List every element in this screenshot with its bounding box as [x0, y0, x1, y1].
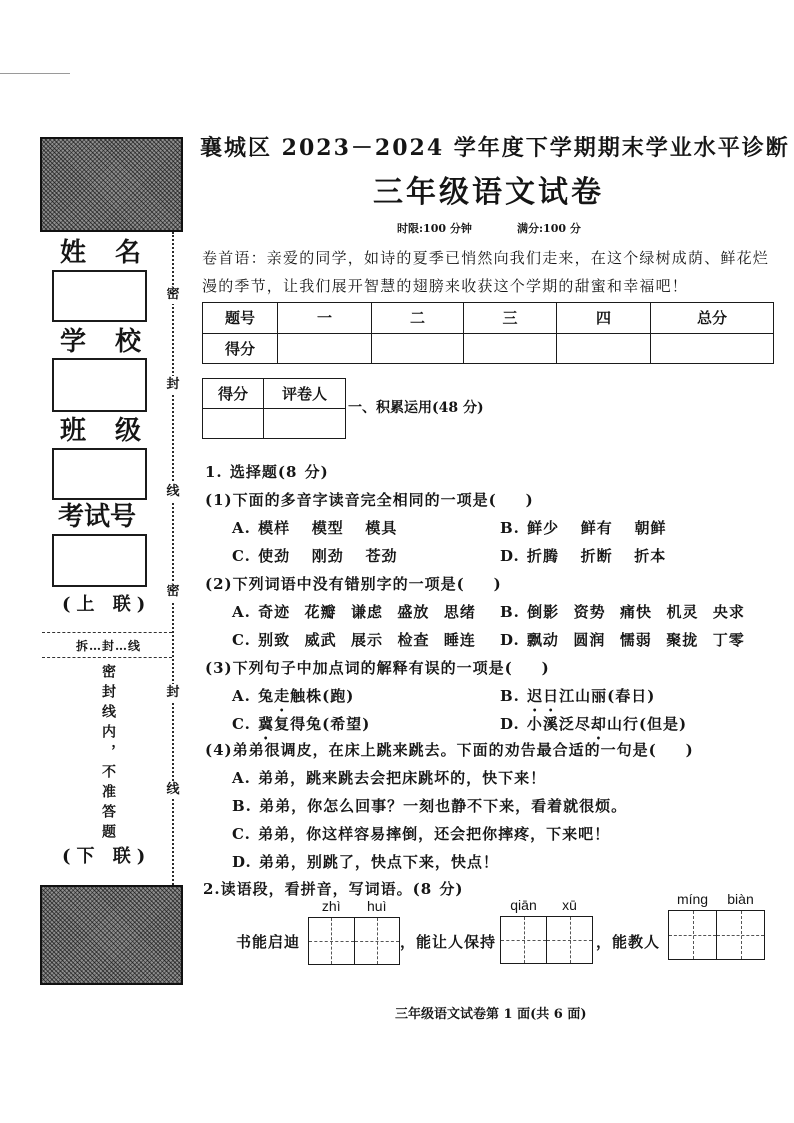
- exam-title: 襄城区 2023－2024 学年度下学期期末学业水平诊断: [200, 135, 790, 161]
- cut-divider-top: [42, 632, 172, 633]
- option-text: 触株(跑): [290, 687, 355, 705]
- exam-number-label: 考试号: [58, 502, 137, 532]
- grader-score-cell: [203, 409, 264, 439]
- option-b: [500, 687, 655, 715]
- option-b: B. 弟弟，你怎么回事？一刻也静不下来，看着就很烦。: [232, 797, 628, 815]
- grader-table: [202, 378, 346, 439]
- seal-notice: 密封线内，不准答题: [100, 664, 116, 844]
- score-cell: [372, 334, 464, 364]
- score-cell: [651, 334, 774, 364]
- full-score: 满分:100 分: [517, 222, 581, 235]
- answer-cell: [669, 891, 716, 959]
- answer-grid-1: [308, 898, 400, 965]
- score-table-header: 三: [464, 303, 557, 334]
- option-c: C. 别致 威武 展示 检查 睡连: [232, 631, 476, 649]
- cut-divider-bottom: [42, 657, 172, 658]
- exam-number-box: [52, 534, 147, 587]
- pinyin: xū: [562, 897, 577, 913]
- option-text: A. 兔: [232, 687, 275, 705]
- score-table: [202, 302, 774, 364]
- passage-text: ，能教人: [596, 933, 661, 951]
- question-stem: (2)下列词语中没有错别字的一项是( ): [205, 575, 502, 593]
- question-stem: (3)下列句子中加点词的解释有误的一项是( ): [205, 659, 550, 677]
- dotted-word: 冀: [258, 715, 275, 733]
- class-label: 班 级: [60, 416, 152, 446]
- scan-artifact-line: [0, 73, 70, 74]
- score-table-header: 一: [278, 303, 372, 334]
- grader-table-grader-header: 评卷人: [264, 379, 346, 409]
- section-heading: 一、积累运用(48 分): [348, 400, 484, 416]
- option-text: 山行(但是): [606, 715, 688, 733]
- bottom-hatched-block: [40, 885, 183, 985]
- top-hatched-block: [40, 137, 183, 232]
- seal-mark: 封: [166, 377, 180, 392]
- paper-title: 三年级语文试卷: [373, 175, 604, 210]
- answer-grid-2: [500, 897, 593, 964]
- seal-mark: 密: [166, 584, 180, 599]
- seal-mark: 封: [166, 685, 180, 700]
- option-d: D. 飘动 圆润 懦弱 聚拢 丁零: [500, 631, 745, 649]
- answer-cell: [354, 898, 400, 964]
- grader-name-cell: [264, 409, 346, 439]
- score-table-header: 总分: [651, 303, 774, 334]
- school-label: 学 校: [60, 327, 152, 357]
- grader-table-score-header: 得分: [203, 379, 264, 409]
- score-table-header: 四: [557, 303, 651, 334]
- lower-stub-label: (下 联): [62, 846, 152, 867]
- cut-line-label: 拆…封…线: [76, 639, 142, 653]
- option-a: A. 弟弟，跳来跳去会把床跳坏的，快下来！: [232, 769, 547, 787]
- answer-grid-3: [668, 891, 765, 960]
- pinyin: zhì: [321, 898, 341, 914]
- pinyin: míng: [676, 891, 709, 907]
- question-title: 2.读语段，看拼音，写词语。(8 分): [203, 880, 464, 898]
- class-box: [52, 448, 147, 500]
- seal-mark: 密: [166, 287, 180, 302]
- score-table-header: 题号: [203, 303, 278, 334]
- name-label: 姓 名: [60, 238, 152, 268]
- option-b: B. 鲜少 鲜有 朝鲜: [500, 519, 667, 537]
- question-title: 1. 选择题(8 分): [205, 463, 329, 481]
- upper-stub-label: (上 联): [62, 594, 152, 615]
- question-stem: (1)下面的多音字读音完全相同的一项是( ): [205, 491, 534, 509]
- dotted-word: 却: [590, 715, 607, 733]
- page-footer: 三年级语文试卷第 1 面(共 6 面): [395, 1007, 587, 1022]
- option-c: C. 使劲 刚劲 苍劲: [232, 547, 398, 565]
- option-d: [500, 715, 687, 743]
- score-cell: [464, 334, 557, 364]
- option-b: B. 倒影 资势 痛快 机灵 央求: [500, 603, 745, 621]
- school-box: [52, 358, 147, 412]
- pinyin: biàn: [727, 891, 754, 907]
- option-d: D. 弟弟，别跳了，快点下来，快点！: [232, 853, 499, 871]
- dotted-word: 迟日: [527, 687, 560, 705]
- passage-text: ，能让人保持: [400, 933, 497, 951]
- option-d: D. 折腾 折断 折本: [500, 547, 667, 565]
- passage-text: 书能启迪: [236, 933, 301, 951]
- score-cell: [557, 334, 651, 364]
- score-table-header: 二: [372, 303, 464, 334]
- score-table-header-row: [203, 303, 774, 334]
- time-limit: 时限:100 分钟: [397, 222, 472, 235]
- question-stem: (4)弟弟很调皮，在床上跳来跳去。下面的劝告最合适的一句是( ): [205, 741, 694, 759]
- pinyin: qiān: [510, 897, 537, 913]
- option-c: [232, 715, 370, 743]
- preface-line: 卷首语：亲爱的同学，如诗的夏季已悄然向我们走来，在这个绿树成荫、鲜花烂: [202, 249, 770, 267]
- option-a: A. 模样 模型 模具: [232, 519, 398, 537]
- option-text: D. 小溪泛尽: [500, 715, 591, 733]
- preface-line: 漫的季节，让我们展开智慧的翅膀来收获这个学期的甜蜜和幸福吧！: [202, 277, 689, 295]
- answer-cell: [716, 891, 764, 959]
- score-cell: [278, 334, 372, 364]
- name-box: [52, 270, 147, 322]
- score-table-score-row: [203, 334, 774, 364]
- answer-cell: [309, 898, 354, 964]
- dotted-word: 走: [274, 687, 291, 705]
- option-text: B.: [500, 687, 528, 705]
- option-text: 江山丽(春日): [559, 687, 656, 705]
- option-c: C. 弟弟，你这样容易摔倒，还会把你摔疼，下来吧！: [232, 825, 611, 843]
- pinyin: huì: [367, 898, 387, 914]
- score-row-label: 得分: [203, 334, 278, 364]
- answer-cell: [501, 897, 546, 963]
- seal-mark: 线: [166, 782, 180, 797]
- option-text: 复得兔(希望): [274, 715, 371, 733]
- option-text: C.: [232, 715, 259, 733]
- seal-mark: 线: [166, 484, 180, 499]
- option-a: [232, 687, 354, 715]
- option-a: A. 奇迹 花瓣 谦虑 盛放 思绪: [232, 603, 476, 621]
- answer-cell: [546, 897, 592, 963]
